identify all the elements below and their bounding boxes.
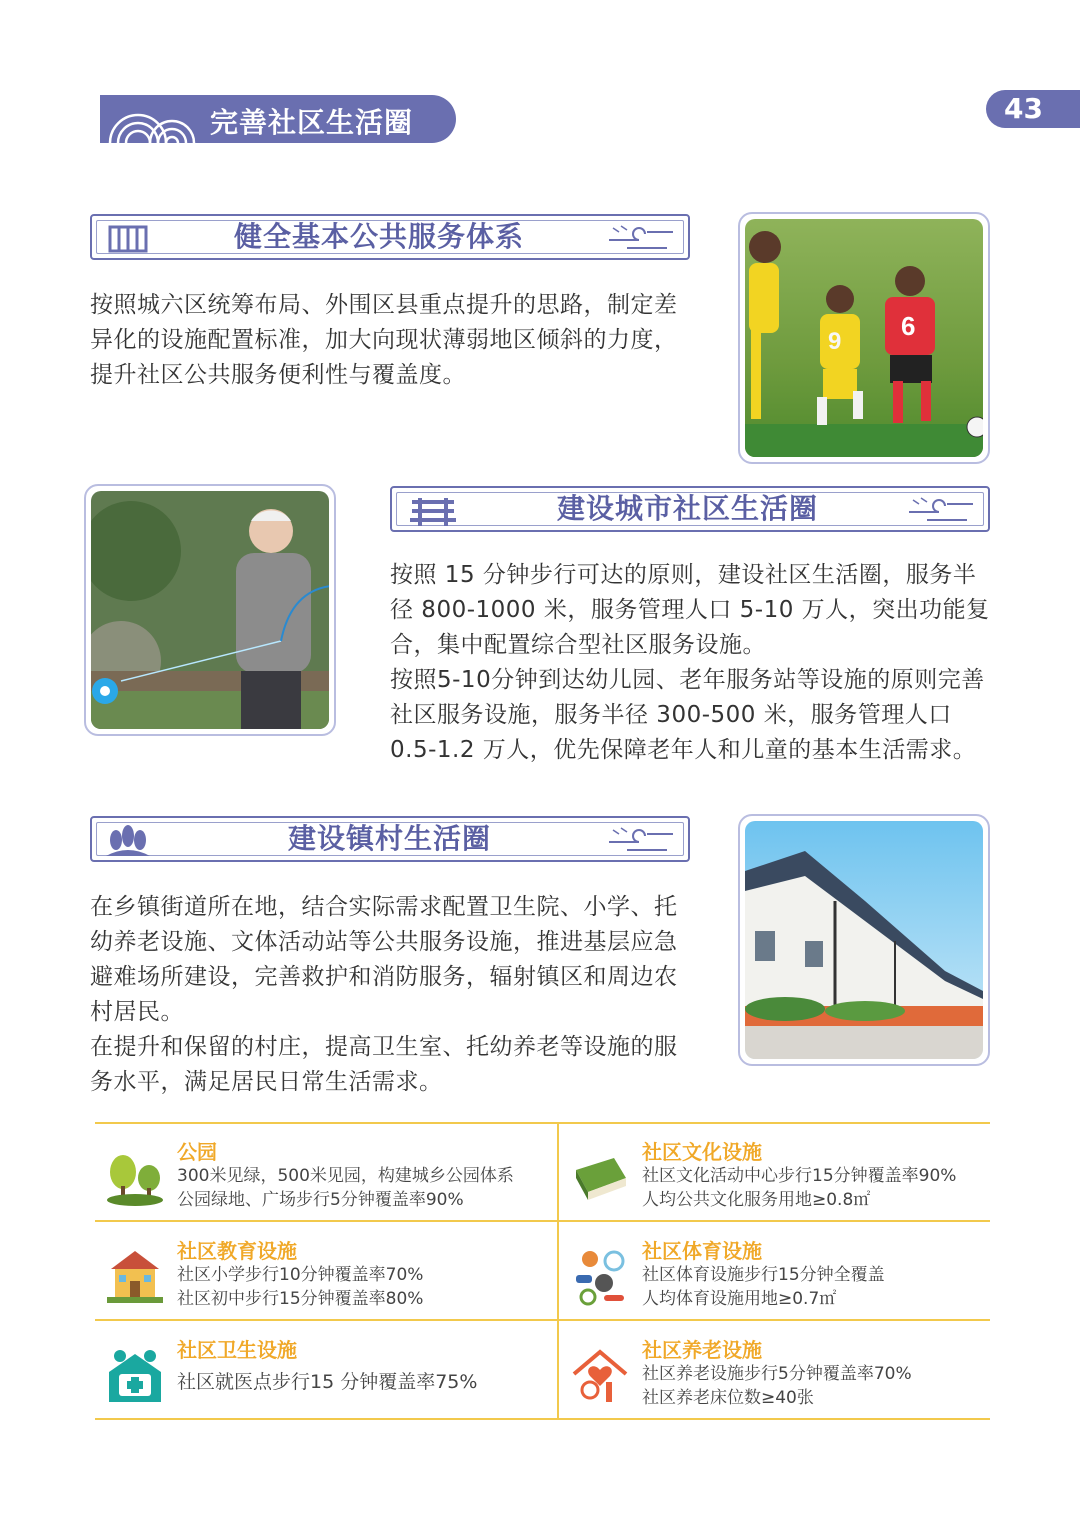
facility-line: 社区就医点步行15 分钟覆盖率75% [177,1371,478,1393]
book-icon [570,1148,630,1208]
section-body-2 [390,558,992,768]
facility-elderly-care [560,1324,1000,1419]
divider [95,1122,990,1124]
jersey-number-6: 6 [901,311,916,341]
facility-line: 社区初中步行15分钟覆盖率80% [177,1289,424,1309]
paragraph: 按照5-10分钟到达幼儿园、老年服务站等设施的原则完善社区服务设施，服务半径 300-500 米，服务管理人口 0.5-1.2 万人，优先保障老年人和儿童的基本生活需求。 [390,667,985,763]
cloud-decoration-icon [607,822,682,856]
school-icon [105,1247,165,1307]
facility-park [95,1126,535,1221]
facility-sports [560,1225,1000,1320]
section-body-3 [90,890,695,1100]
paragraph: 按照 15 分钟步行可达的原则，建设社区生活圈，服务半径 800-1000 米，服务管理人口 5-10 万人，突出功能复合，集中配置综合型社区服务设施。 [390,562,990,658]
facility-education [95,1225,535,1320]
facility-line: 社区小学步行10分钟覆盖率70% [177,1265,424,1285]
trees-icon [105,1148,165,1208]
facility-title: 社区卫生设施 [177,1338,297,1362]
facility-line: 公园绿地、广场步行5分钟覆盖率90% [177,1190,464,1210]
section-banner-3 [90,816,690,862]
facility-title: 公园 [177,1140,217,1164]
facility-title: 社区文化设施 [642,1140,762,1164]
facility-culture [560,1126,1000,1221]
paragraph: 在提升和保留的村庄，提高卫生室、托幼养老等设施的服务水平，满足居民日常生活需求。 [90,1034,678,1095]
village-trees-icon [106,824,150,858]
facility-line: 人均体育设施用地≥0.7㎡ [642,1289,837,1309]
jersey-number-9: 9 [828,328,842,355]
facility-line: 人均公共文化服务用地≥0.8㎡ [642,1190,871,1210]
bench-icon [406,494,460,526]
soccer-children-image [745,219,983,457]
paragraph: 按照城六区统筹布局、外围区县重点提升的思路，制定差异化的设施配置标准，加大向现状薄弱地区倾斜的力度，提升社区公共服务便利性与覆盖度。 [90,292,678,388]
facility-line: 社区养老床位数≥40张 [642,1388,814,1408]
medical-icon [105,1346,165,1406]
soccer-photo [738,212,990,464]
facility-line: 社区养老设施步行5分钟覆盖率70% [642,1364,912,1384]
facilities-table [95,1122,990,1420]
sports-icon [570,1247,630,1307]
elderly-care-icon [570,1346,630,1406]
facility-line: 300米见绿，500米见园，构建城乡公园体系 [177,1166,514,1186]
village-houses-image [745,821,983,1059]
elderly-man-photo [84,484,336,736]
section-body-1 [90,288,695,393]
page-number: 43 [986,90,1080,128]
divider [557,1122,559,1420]
facility-title: 社区养老设施 [642,1338,762,1362]
facility-medical [95,1324,535,1419]
fence-icon [106,222,150,254]
cloud-decoration-icon [607,220,682,254]
section-heading: 健全基本公共服务体系 [234,220,525,253]
section-heading: 建设城市社区生活圈 [557,492,819,525]
wave-decoration-icon [100,95,210,143]
elderly-diabolo-image [91,491,329,729]
chapter-title: 完善社区生活圈 [210,106,414,139]
section-heading: 建设镇村生活圈 [288,822,492,855]
facility-line: 社区文化活动中心步行15分钟覆盖率90% [642,1166,957,1186]
section-banner-1 [90,214,690,260]
facility-title: 社区教育设施 [177,1239,297,1263]
section-banner-2 [390,486,990,532]
paragraph: 在乡镇街道所在地，结合实际需求配置卫生院、小学、托幼养老设施、文体活动站等公共服务设施，推进基层应急避难场所建设，完善救护和消防服务，辐射镇区和周边农村居民。 [90,894,678,1025]
cloud-decoration-icon [907,492,982,526]
chapter-header [100,95,456,143]
facility-line: 社区体育设施步行15分钟全覆盖 [642,1265,885,1285]
facility-title: 社区体育设施 [642,1239,762,1263]
village-photo [738,814,990,1066]
